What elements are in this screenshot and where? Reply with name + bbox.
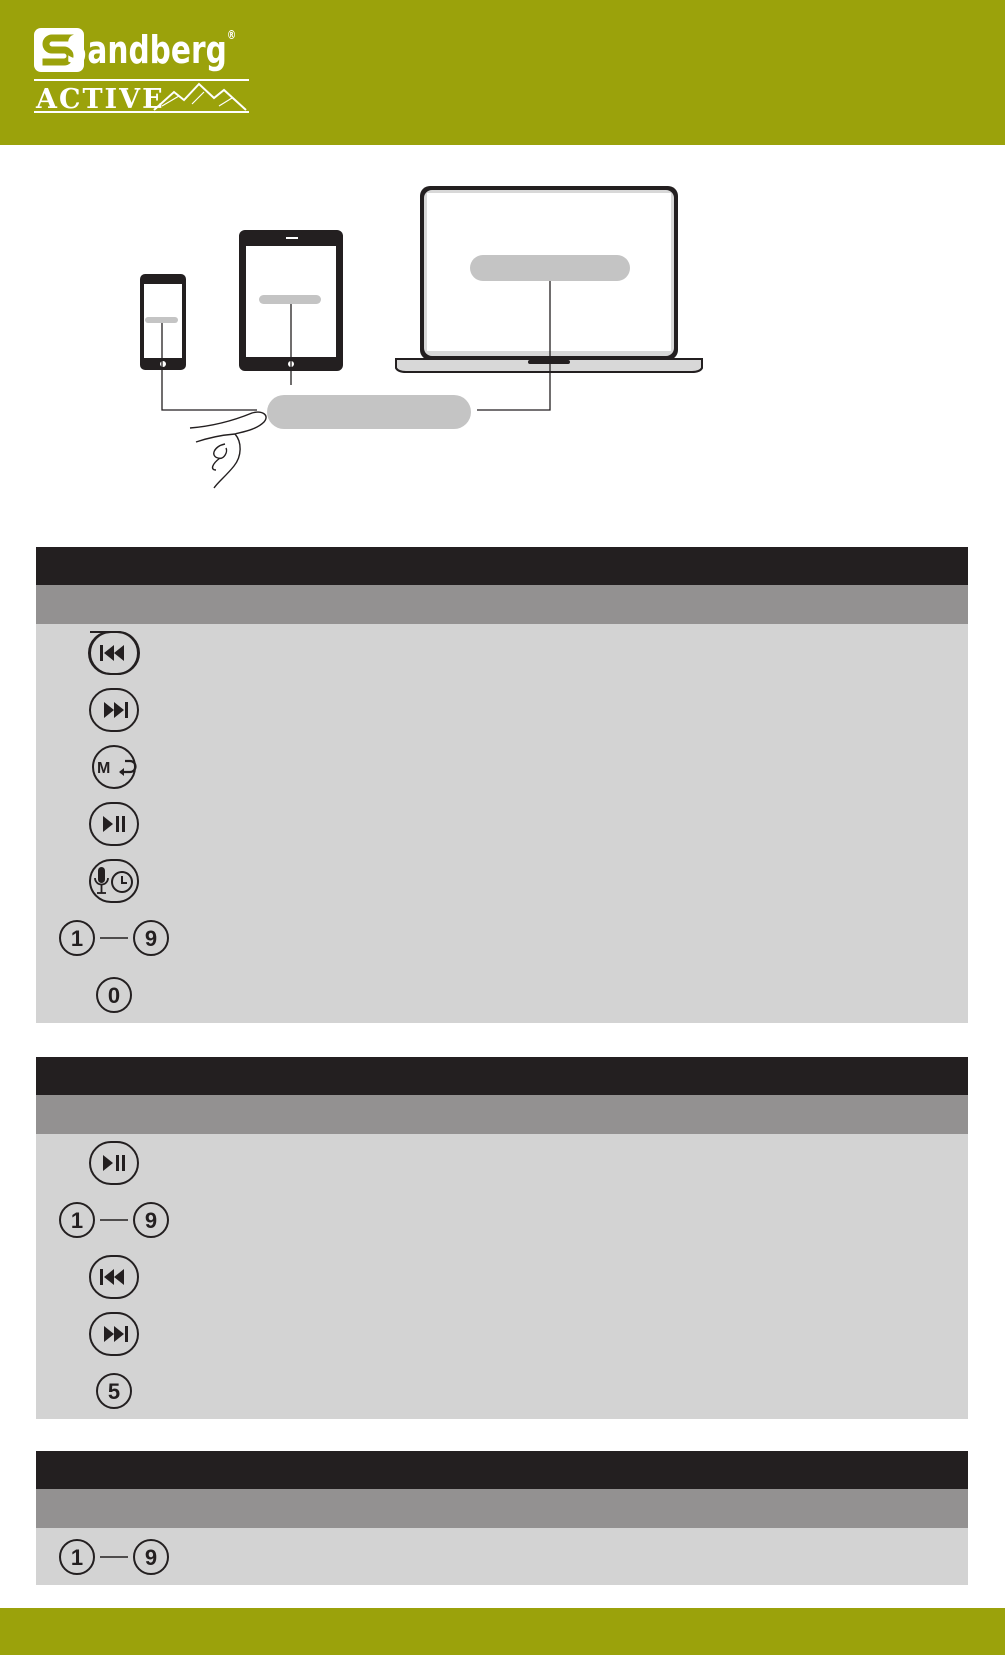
footer-bar [0,1608,1005,1655]
svg-text:5: 5 [107,1378,121,1404]
prev-track-icon [88,630,140,676]
mic-timer-icon [88,858,140,904]
one-to-nine-icon [58,918,170,958]
brand-name: Sandberg® [66,28,237,72]
registered-mark: ® [226,28,237,42]
table-row [36,909,968,966]
table-row [36,1528,968,1585]
next-track-icon [88,687,140,733]
svg-text:0: 0 [107,982,121,1008]
table-title-row [36,1451,968,1489]
phone-icon [140,274,186,370]
mode-loop-icon [90,743,138,791]
laptop-icon [396,186,702,372]
one-to-nine-icon [58,1537,170,1577]
table-row [36,1362,968,1419]
header-bar [0,0,1005,145]
svg-text:M: M [97,759,111,777]
table-header-row [36,585,968,624]
table-row [36,966,968,1023]
play-pause-icon [88,1140,140,1186]
svg-text:9: 9 [144,925,158,951]
function-table-2 [36,1057,968,1419]
table-header-row [36,1489,968,1528]
svg-text:1: 1 [70,1544,84,1570]
svg-text:9: 9 [144,1207,158,1233]
next-track-icon [88,1311,140,1357]
function-table-1 [36,547,968,1023]
table-row [36,624,968,681]
svg-text:1: 1 [70,925,84,951]
table-row [36,795,968,852]
one-to-nine-icon [58,1200,170,1240]
prev-track-icon [88,1254,140,1300]
svg-text:1: 1 [70,1207,84,1233]
table-row [36,1191,968,1248]
devices-illustration [130,180,710,500]
table-row [36,738,968,795]
table-header-row [36,1095,968,1134]
table-title-row [36,547,968,585]
zero-icon [94,975,134,1015]
table-row [36,1134,968,1191]
table-row [36,1248,968,1305]
function-table-3 [36,1451,968,1585]
table-title-row [36,1057,968,1095]
play-pause-icon [88,801,140,847]
table-row [36,1305,968,1362]
hand-icon [190,412,266,488]
brand-sub: ACTIVE [36,84,165,115]
table-row [36,852,968,909]
five-icon [94,1371,134,1411]
svg-text:9: 9 [144,1544,158,1570]
table-row [36,681,968,738]
